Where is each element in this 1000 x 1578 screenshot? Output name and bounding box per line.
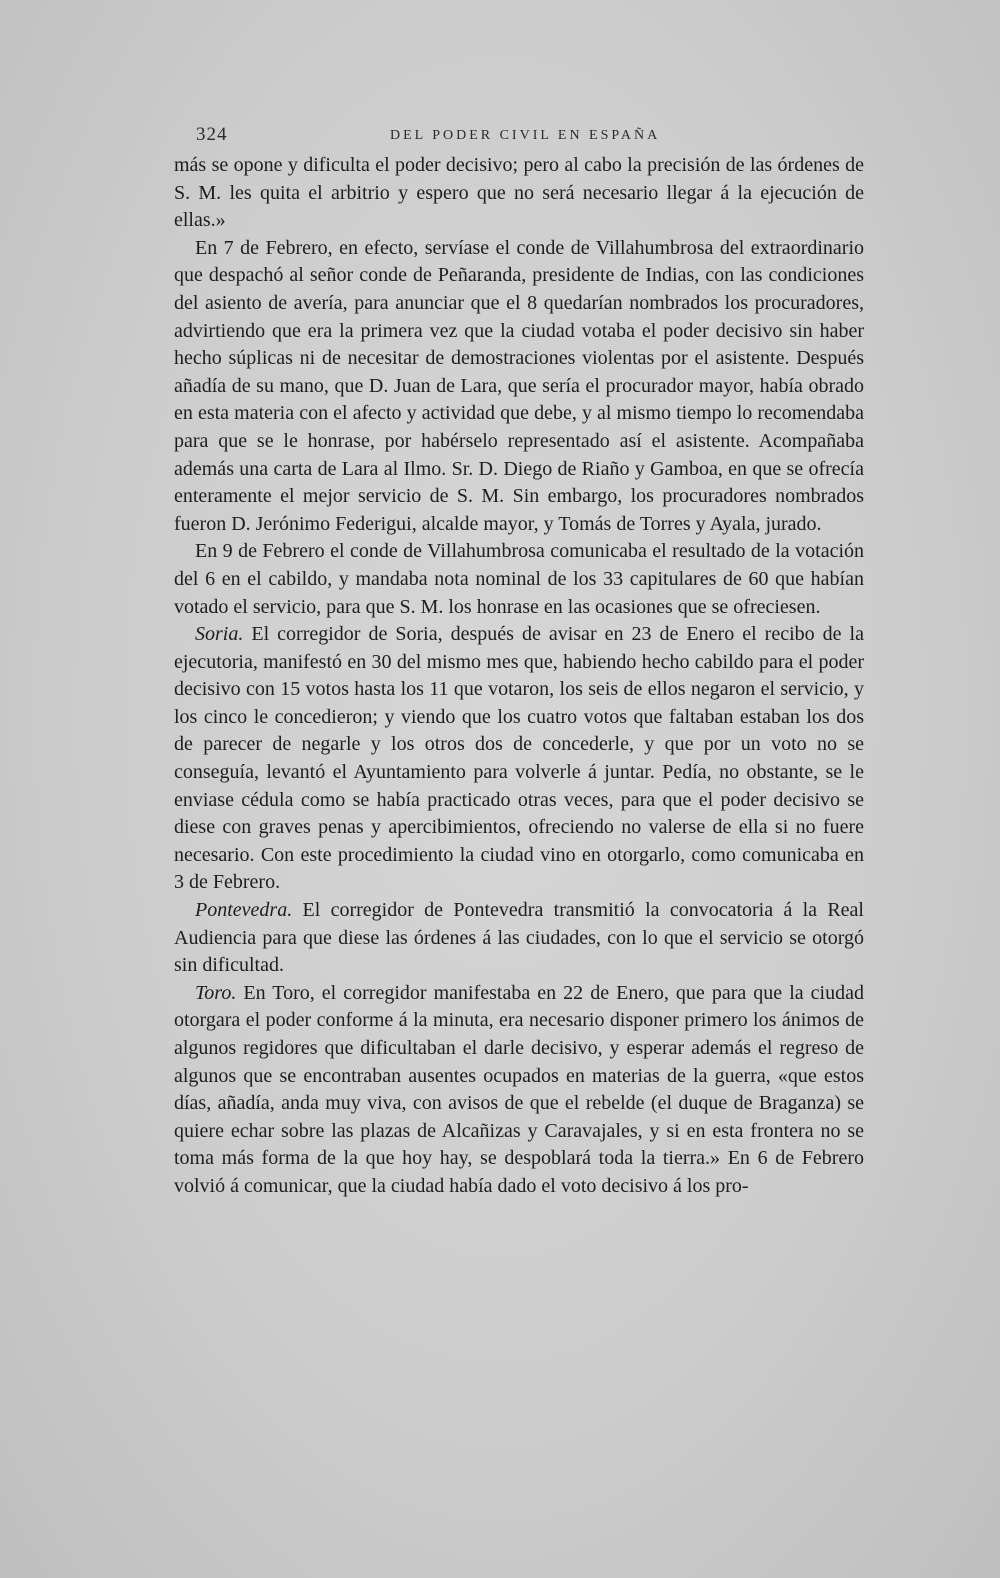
- paragraph: [174, 235, 864, 539]
- paragraph: [174, 980, 864, 1201]
- page-header: [196, 124, 862, 152]
- paragraph-text: El corregidor de Pontevedra transmitió la convocatoria á la Real Audiencia para que diese las órdenes á las ciudades, con lo que el servicio se otorgó sin dificultad.: [174, 899, 864, 977]
- running-head: DEL PODER CIVIL EN ESPAÑA: [390, 128, 661, 143]
- paragraph-text: más se opone y dificulta el poder decisivo; pero al cabo la precisión de las órdenes de S. M. les quita el arbitrio y espero que no será necesario llegar á la ejecución de ellas.»: [174, 154, 864, 232]
- paragraph-lead: Pontevedra.: [195, 899, 293, 922]
- paragraph: [174, 621, 864, 897]
- paragraph: [174, 897, 864, 980]
- paragraph-text: En Toro, el corregidor manifestaba en 22 de Enero, que para que la ciudad otorgara el poder conforme á la minuta, era necesario disponer primero los ánimos de algunos regidores que dificultaban el darle decisivo, y esperar además el regreso de algunos que se encontraban ausentes ocupados en materias de la guerra, «que estos días, añadía, anda muy viva, con avisos de que el rebelde (el duque de Braganza) se quiere echar sobre las plazas de Alcañizas y Caravajales, y si en esta frontera no se toma más forma de la que hoy hay, se despoblará toda la tierra.» En 6 de Febrero volvió á comunicar, que la ciudad había dado el voto decisivo á los pro-: [174, 981, 864, 1197]
- paragraph-lead: Soria.: [195, 623, 244, 646]
- paragraph: [174, 538, 864, 621]
- paragraph: [174, 152, 864, 235]
- body-text: [174, 152, 864, 1201]
- page-number: 324: [196, 124, 228, 145]
- paragraph-text: En 9 de Febrero el conde de Villahumbrosa comunicaba el resultado de la votación del 6 en el cabildo, y mandaba nota nominal de los 33 capitulares de 60 que habían votado el servicio, para que S. M. los honrase en las ocasiones que se ofreciesen.: [174, 540, 864, 618]
- paragraph-text: El corregidor de Soria, después de avisar en 23 de Enero el recibo de la ejecutoria, manifestó en 30 del mismo mes que, habiendo hecho cabildo para el poder decisivo con 15 votos hasta los 11 que votaron, los seis de ellos negaron el servicio, y los cinco le concedieron; y viendo que los cuatro votos que faltaban estaban los dos de parecer de negarle y los otros dos de concederle, y que por un voto no se conseguía, levantó el Ayuntamiento para volverle á juntar. Pedía, no obstante, se le enviase cédula como se había practicado otras veces, para que el poder decisivo se diese con graves penas y apercibimientos, ofreciendo no valerse de ella si no fuere necesario. Con este procedimiento la ciudad vino en otorgarlo, como comunicaba en 3 de Febrero.: [174, 623, 864, 894]
- paragraph-lead: Toro.: [195, 981, 237, 1004]
- paragraph-text: En 7 de Febrero, en efecto, servíase el conde de Villahumbrosa del extraordinario que despachó al señor conde de Peñaranda, presidente de Indias, con las condiciones del asiento de avería, para anunciar que el 8 quedarían nombrados los procuradores, advirtiendo que era la primera vez que la ciudad votaba el poder decisivo sin haber hecho súplicas ni de necesitar de demostraciones violentas por el asistente. Después añadía de su mano, que D. Juan de Lara, que sería el procurador mayor, había obrado en esta materia con el afecto y actividad que debe, y al mismo tiempo lo recomendaba para que se le honrase, por habérselo representado así el asistente. Acompañaba además una carta de Lara al Ilmo. Sr. D. Diego de Riaño y Gamboa, en que se ofrecía enteramente el mejor servicio de S. M. Sin embargo, los procuradores nombrados fueron D. Jerónimo Federigui, alcalde mayor, y Tomás de Torres y Ayala, jurado.: [174, 236, 864, 535]
